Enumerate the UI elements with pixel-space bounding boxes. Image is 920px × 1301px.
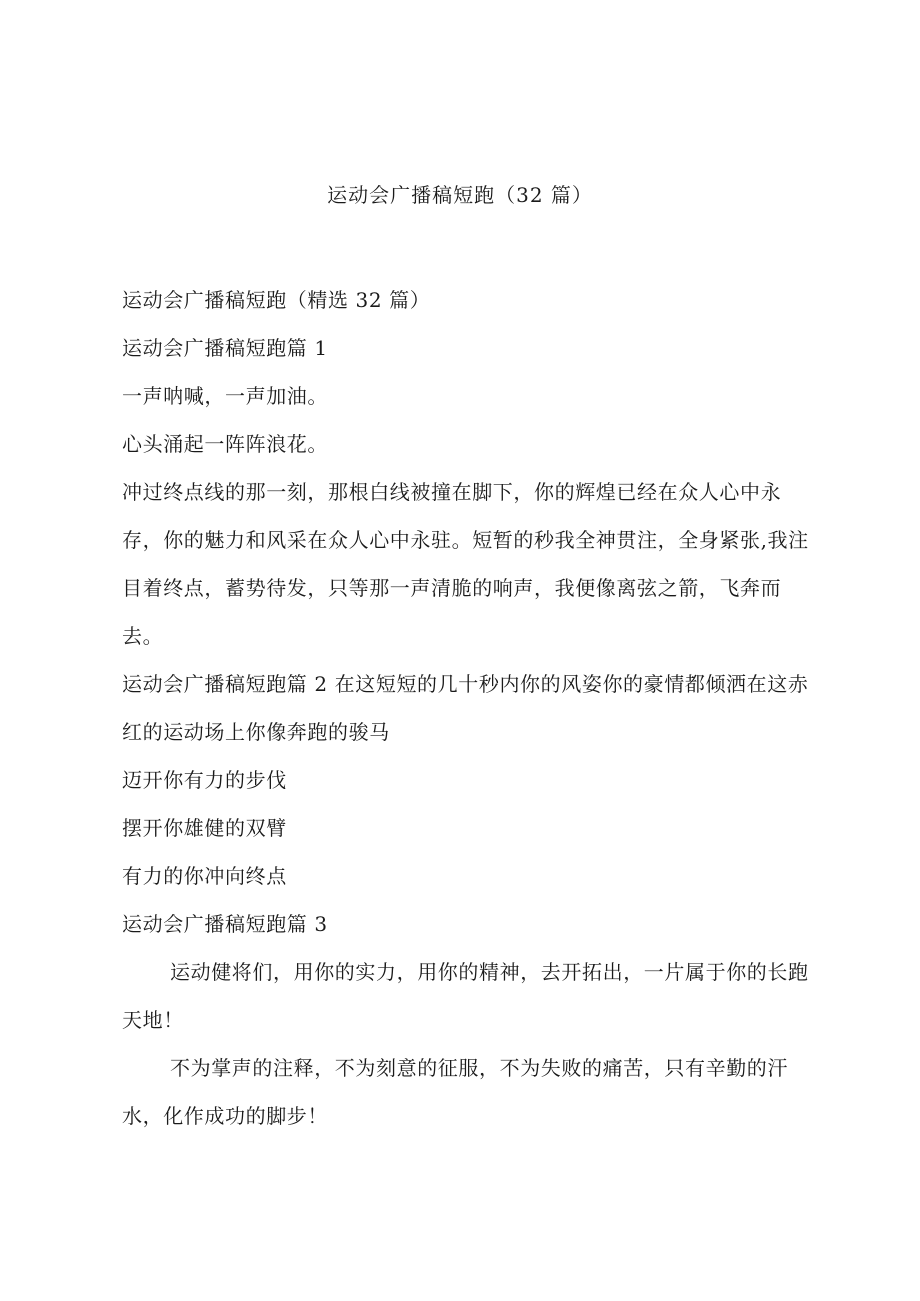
document-body: [122, 276, 822, 1140]
body-paragraph: 迈开你有力的步伐: [122, 768, 287, 792]
document-title: 运动会广播稿短跑（32 篇）: [327, 183, 593, 207]
section-heading-1: 运动会广播稿短跑篇 1: [122, 336, 328, 360]
body-paragraph: 心头涌起一阵阵浪花。: [122, 432, 328, 456]
body-paragraph: 有力的你冲向终点: [122, 864, 287, 888]
body-paragraph: 摆开你雄健的双臂: [122, 816, 287, 840]
body-paragraph: 不为掌声的注释，不为刻意的征服，不为失败的痛苦，只有辛勤的汗水，化作成功的脚步！: [122, 1056, 788, 1128]
section-heading-3: 运动会广播稿短跑篇 3: [122, 912, 328, 936]
subtitle-paragraph: 运动会广播稿短跑（精选 32 篇）: [122, 288, 431, 312]
body-paragraph: 运动健将们，用你的实力，用你的精神，去开拓出，一片属于你的长跑天地！: [122, 960, 809, 1032]
section-heading-2-paragraph: 运动会广播稿短跑篇 2 在这短短的几十秒内你的风姿你的豪情都倾洒在这赤红的运动场上你像奔跑的骏马: [122, 672, 809, 744]
body-paragraph: 一声呐喊，一声加油。: [122, 384, 328, 408]
body-paragraph: 冲过终点线的那一刻，那根白线被撞在脚下，你的辉煌已经在众人心中永存，你的魅力和风采在众人心中永驻。短暂的秒我全神贯注，全身紧张,我注目着终点，蓄势待发，只等那一声清脆的响声，我便像离弦之箭，飞奔而去。: [122, 480, 809, 648]
